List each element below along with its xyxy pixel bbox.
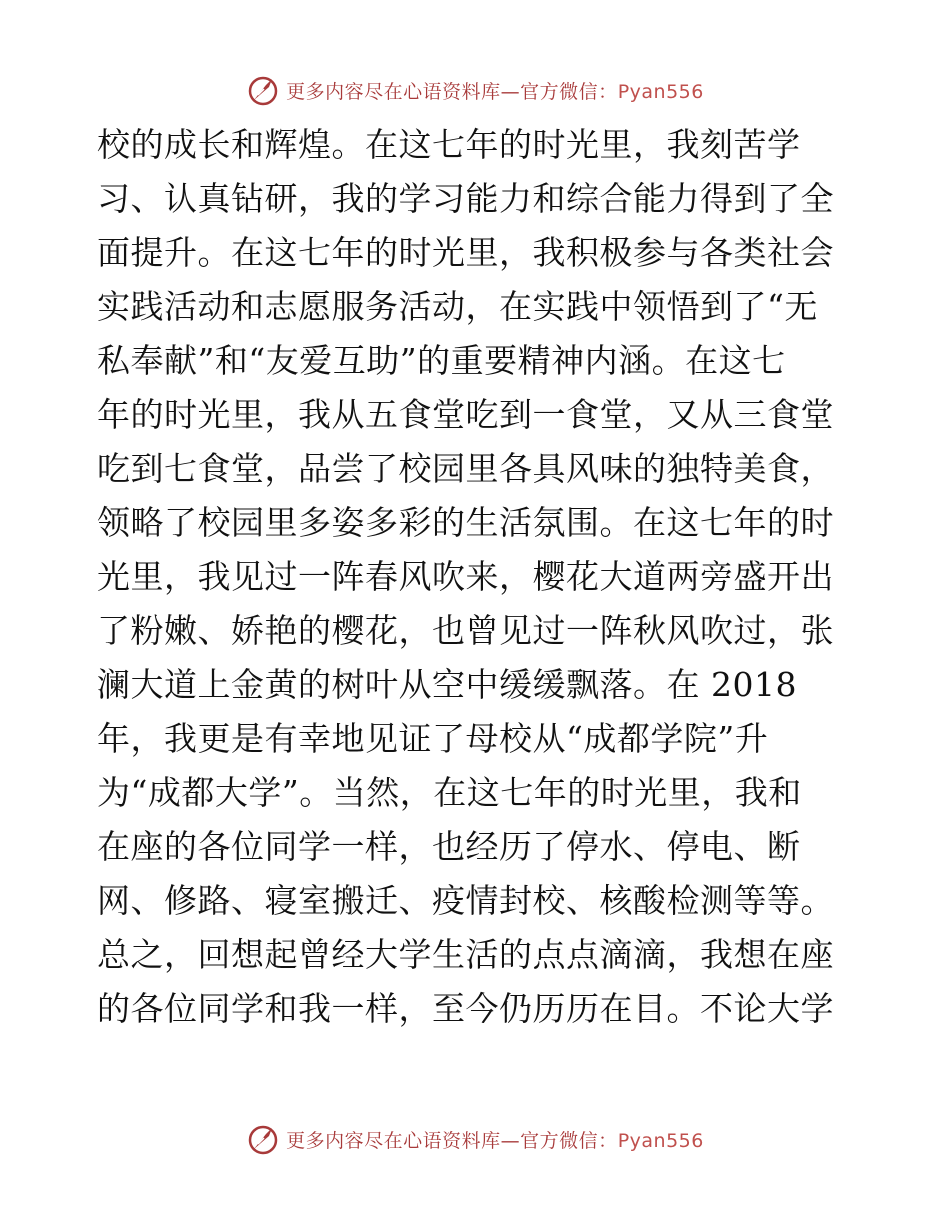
body-line: 总之，回想起曾经大学生活的点点滴滴，我想在座 [97, 935, 834, 974]
body-line: 的各位同学和我一样，至今仍历历在目。不论大学 [97, 989, 834, 1028]
footer-separator: — [500, 1129, 521, 1152]
body-line: 校的成长和辉煌。在这七年的时光里，我刻苦学 [97, 125, 801, 164]
document-body [97, 118, 857, 1036]
footer-wechat-id: Pyan556 [617, 1129, 704, 1152]
header-banner [0, 70, 950, 110]
footer-banner [0, 1119, 950, 1159]
body-line: 习、认真钻研，我的学习能力和综合能力得到了全 [97, 179, 834, 218]
quill-logo-icon [246, 1122, 280, 1156]
header-promo-text: 更多内容尽在心语资料库 [286, 80, 501, 103]
header-wechat-label: 官方微信： [520, 80, 618, 103]
body-line: 实践活动和志愿服务活动，在实践中领悟到了“无 [97, 287, 818, 326]
quill-logo-icon [246, 73, 280, 107]
header-wechat-id: Pyan556 [617, 80, 704, 103]
body-line: 网、修路、寝室搬迁、疫情封校、核酸检测等等。 [97, 881, 834, 920]
header-separator: — [500, 80, 521, 103]
body-line: 面提升。在这七年的时光里，我积极参与各类社会 [97, 233, 834, 272]
body-line: 了粉嫩、娇艳的樱花，也曾见过一阵秋风吹过，张 [97, 611, 834, 650]
body-line: 在座的各位同学一样，也经历了停水、停电、断 [97, 827, 801, 866]
body-line: 吃到七食堂，品尝了校园里各具风味的独特美食， [97, 449, 834, 488]
body-line: 为“成都大学”。当然，在这七年的时光里，我和 [97, 773, 802, 812]
footer-promo-text: 更多内容尽在心语资料库 [286, 1129, 501, 1152]
body-line: 年，我更是有幸地见证了母校从“成都学院”升 [97, 719, 769, 758]
body-line: 领略了校园里多姿多彩的生活氛围。在这七年的时 [97, 503, 834, 542]
body-line: 澜大道上金黄的树叶从空中缓缓飘落。在 2018 [97, 665, 797, 704]
body-line: 光里，我见过一阵春风吹来，樱花大道两旁盛开出 [97, 557, 834, 596]
body-line: 年的时光里，我从五食堂吃到一食堂，又从三食堂 [97, 395, 834, 434]
body-line: 私奉献”和“友爱互助”的重要精神内涵。在这七 [97, 341, 786, 380]
footer-wechat-label: 官方微信： [520, 1129, 618, 1152]
